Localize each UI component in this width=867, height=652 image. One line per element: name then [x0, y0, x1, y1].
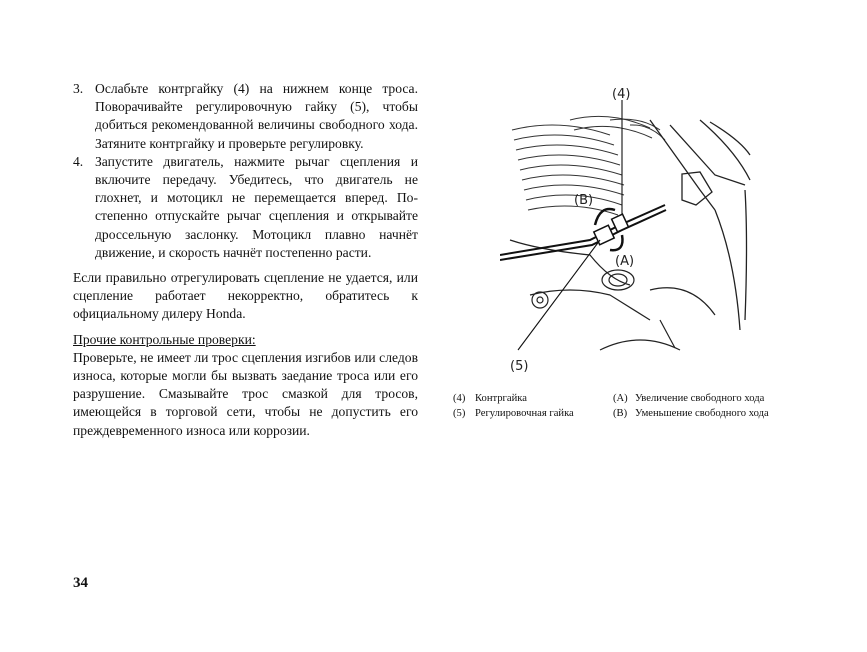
caption-text: Контргайка [475, 393, 527, 404]
step-3 [73, 80, 418, 153]
caption-code: (B) [613, 408, 628, 419]
step-4 [73, 153, 418, 262]
caption-code: (A) [613, 393, 628, 404]
section-body: Проверьте, не имеет ли трос сцепления изгибов или следов износа, которые могли бы вызвать заедание троса или его разрушение. Смазывайте трос смазкой для тросов, имеющейся в торговой сети, чтобы не допустить его преждевременного износа или коррозии. [73, 349, 418, 438]
leader-lines [518, 100, 622, 350]
caption-code: (4) [453, 393, 466, 404]
clutch-cable [500, 205, 666, 260]
label-increase: (A) [615, 254, 635, 269]
label-decrease: (B) [574, 193, 594, 208]
caption-text: Увеличение свободного хода [635, 393, 765, 404]
engine-outline [510, 240, 715, 350]
caption-row [453, 406, 813, 421]
label-locknut: (4) [612, 87, 631, 102]
section-heading: Прочие контрольные проверки: [73, 331, 256, 347]
step-number: 4. [73, 153, 84, 169]
figure-captions [453, 391, 813, 421]
caption-text: Регулировочная гайка [475, 408, 574, 419]
page-number: 34 [73, 575, 88, 591]
illustration-svg [500, 80, 760, 380]
body-text-column [73, 80, 418, 440]
clutch-cable-illustration [500, 80, 760, 380]
label-adjuster: (5) [510, 359, 529, 374]
step-number: 3. [73, 81, 84, 96]
step-text: Запустите двигатель, нажмите рычаг сцепления и включите передачу. Убедитесь, что двигатель не глохнет, и мотоцикл не перемещается вперед. Постепенно отпускайте рычаг сцепления и открывайте дроссельную заслонку. Мотоцикл плавно начнёт движение, и скорость начнёт постепенно расти. [95, 153, 418, 260]
step-text: Ослабьте контргайку (4) на нижнем конце троса. Поворачивайте регулировочную гайку (5), чтобы добиться рекомендованной величины свободного хода. Затяните контргайку и проверьте регулировку. [95, 81, 418, 151]
dealer-note: Если правильно отрегулировать сцепление не удается, или сцепление работает некорректно, обратитесь к официальному дилеру Honda. [73, 270, 418, 322]
caption-row [453, 391, 813, 406]
caption-text: Уменьшение свободного хода [635, 408, 769, 419]
caption-code: (5) [453, 408, 466, 419]
